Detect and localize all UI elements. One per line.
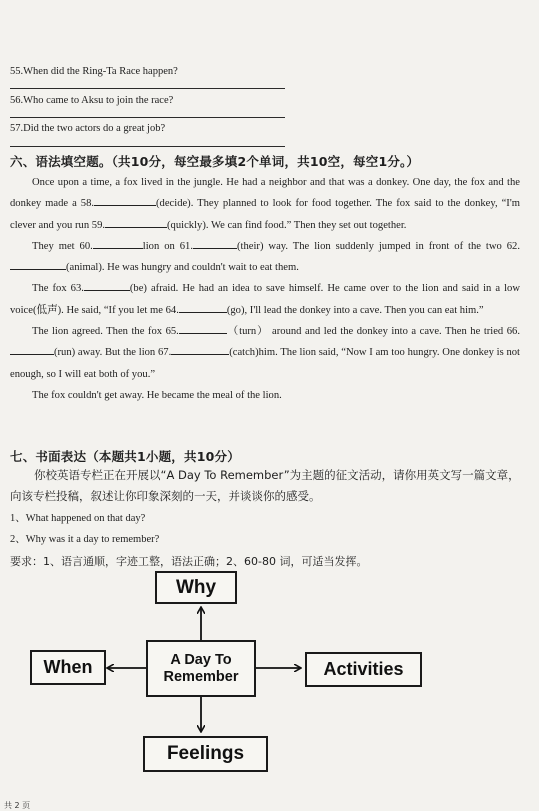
p2-text-c: (their) way. The lion suddenly jumped in front of the two 62. bbox=[237, 240, 521, 252]
p2-text-d: (animal). He was hungry and couldn't wait to eat them. bbox=[66, 262, 299, 274]
diagram-node-why: Why bbox=[155, 571, 237, 604]
p3-text-b: (be) afraid. He had an idea to save himself. He came over to the lion and said in a low voice(低声). He said, “If you let me 64. bbox=[10, 283, 520, 316]
diagram-node-activities: Activities bbox=[305, 652, 422, 687]
p4-text-b: （turn） around and led the donkey into a cave. Then he tried 66. bbox=[226, 326, 520, 338]
cloze-paragraph-5: The fox couldn't get away. He became the meal of the lion. bbox=[32, 389, 282, 401]
p2-text-b: lion on 61. bbox=[142, 240, 194, 252]
p2-text-a: They met 60. bbox=[32, 240, 93, 252]
p3-text-a: The fox 63. bbox=[32, 283, 84, 295]
p4-text-d: (catch)him. The lion said, “Now I am too hungry. One donkey is not enough, so I will eat both of you.” bbox=[10, 347, 520, 380]
diagram-node-feelings: Feelings bbox=[143, 736, 268, 772]
question-56: 56.Who came to Aksu to join the race? bbox=[10, 95, 174, 106]
diagram-node-center: A Day To Remember bbox=[146, 640, 256, 697]
p4-text-c: (run) away. But the lion 67. bbox=[54, 347, 172, 359]
guide-question-1: 1、What happened on that day? bbox=[10, 513, 146, 524]
diagram-node-when: When bbox=[30, 650, 106, 685]
p4-text-a: The lion agreed. Then the fox 65. bbox=[32, 326, 179, 338]
p1-text-a: Once upon a time, a fox lived in the jungle. He had a neighbor and that was a donkey. One day, the fox and the donkey made a 58. bbox=[10, 177, 520, 210]
guide-question-2: 2、Why was it a day to remember? bbox=[10, 534, 160, 545]
p1-text-b: (decide). They planned to look for food together. The fox said to the donkey, “I'm clever and you run 59. bbox=[10, 198, 520, 231]
question-57: 57.Did the two actors do a great job? bbox=[10, 123, 166, 134]
section-7-title: 七、书面表达（本题共1小题，共10分） bbox=[10, 449, 240, 464]
page-footer: 共 2 页 bbox=[4, 801, 31, 810]
p3-text-c: (go), I'll lead the donkey into a cave. Then you can eat him.” bbox=[226, 304, 484, 316]
writing-requirements: 要求：1、语言通顺，字迹工整，语法正确；2、60-80 词，可适当发挥。 bbox=[10, 555, 368, 568]
section-6-title: 六、语法填空题。（共10分，每空最多填2个单词，共10空，每空1分。） bbox=[10, 154, 420, 169]
p1-text-c: (quickly). We can find food.” Then they set out together. bbox=[167, 219, 407, 231]
question-55: 55.When did the Ring-Ta Race happen? bbox=[10, 66, 178, 77]
writing-prompt: 你校英语专栏正在开展以“A Day To Remember”为主题的征文活动，请你用英文写一篇文章，向该专栏投稿，叙述让你印象深刻的一天，并谈谈你的感受。 bbox=[10, 468, 520, 503]
